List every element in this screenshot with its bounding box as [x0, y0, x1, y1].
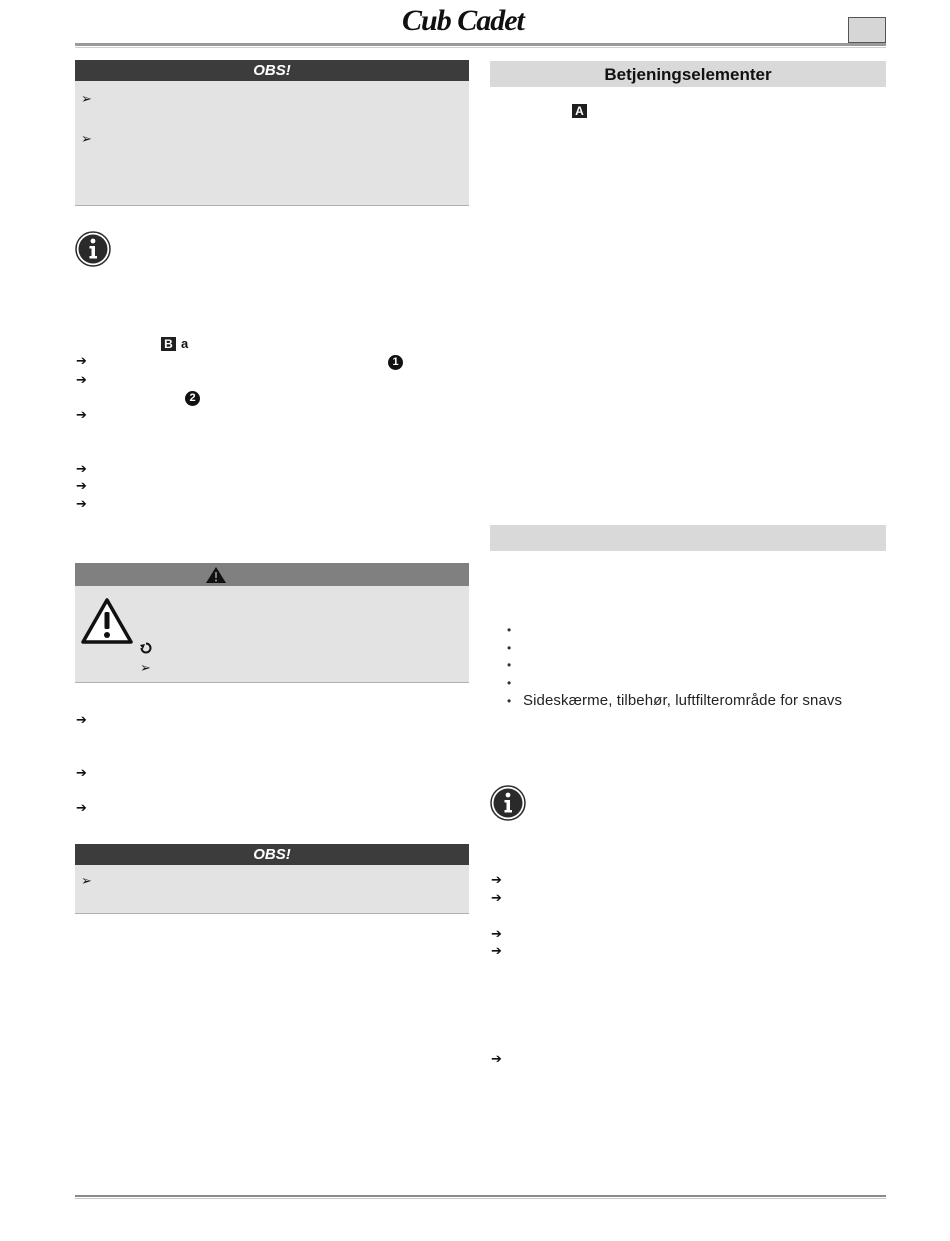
obs-box-1-header [75, 60, 469, 81]
return-icon [140, 642, 152, 654]
obs-box-2-title: OBS! [253, 846, 291, 863]
list-bullet: • [507, 676, 512, 690]
info-icon [75, 231, 111, 267]
warning-triangle-small-icon [205, 566, 227, 584]
info-icon [490, 785, 526, 821]
obs-box-2-panel [75, 865, 469, 914]
arrow-right-icon: ➔ [491, 891, 502, 906]
arrow-right-icon: ➔ [76, 497, 87, 512]
arrowhead-bullet-icon: ➢ [140, 661, 151, 676]
figure-reference-a: A [572, 104, 587, 118]
section-heading-bar-2 [490, 525, 886, 551]
obs-box-1-panel [75, 81, 469, 206]
brand-logo [402, 4, 582, 38]
logo-text: Cub Cadet [402, 4, 524, 37]
figure-reference-b: B [161, 337, 176, 351]
list-bullet: • [507, 694, 512, 708]
arrow-right-icon: ➔ [491, 927, 502, 942]
footer-divider-thin [75, 1198, 886, 1199]
arrow-right-icon: ➔ [76, 766, 87, 781]
arrow-right-icon: ➔ [76, 354, 87, 369]
arrow-right-icon: ➔ [76, 408, 87, 423]
warning-box-header [75, 563, 469, 586]
header-divider-thin [75, 47, 886, 48]
list-bullet: • [507, 623, 512, 637]
list-bullet: • [507, 658, 512, 672]
arrowhead-bullet-icon: ➢ [81, 874, 92, 889]
list-bullet: • [507, 641, 512, 655]
figure-reference-suffix: a [181, 336, 189, 351]
arrow-right-icon: ➔ [491, 873, 502, 888]
callout-number-2: 2 [185, 391, 200, 406]
footer-divider [75, 1195, 886, 1197]
arrowhead-bullet-icon: ➢ [81, 92, 92, 107]
list-item-text: Sideskærme, tilbehør, luftfilterområde for snavs [523, 692, 843, 709]
language-indicator-box [848, 17, 886, 43]
section-heading-bar [490, 61, 886, 87]
arrow-right-icon: ➔ [491, 1052, 502, 1067]
warning-triangle-icon [80, 597, 134, 645]
arrow-right-icon: ➔ [76, 713, 87, 728]
section-title: Betjeningselementer [604, 65, 772, 84]
arrowhead-bullet-icon: ➢ [81, 132, 92, 147]
callout-number-1: 1 [388, 355, 403, 370]
arrow-right-icon: ➔ [491, 944, 502, 959]
obs-box-2-header [75, 844, 469, 865]
warning-box-panel [75, 586, 469, 683]
arrow-right-icon: ➔ [76, 462, 87, 477]
obs-box-1-title: OBS! [253, 62, 291, 79]
header-divider [75, 43, 886, 46]
arrow-right-icon: ➔ [76, 373, 87, 388]
arrow-right-icon: ➔ [76, 479, 87, 494]
arrow-right-icon: ➔ [76, 801, 87, 816]
